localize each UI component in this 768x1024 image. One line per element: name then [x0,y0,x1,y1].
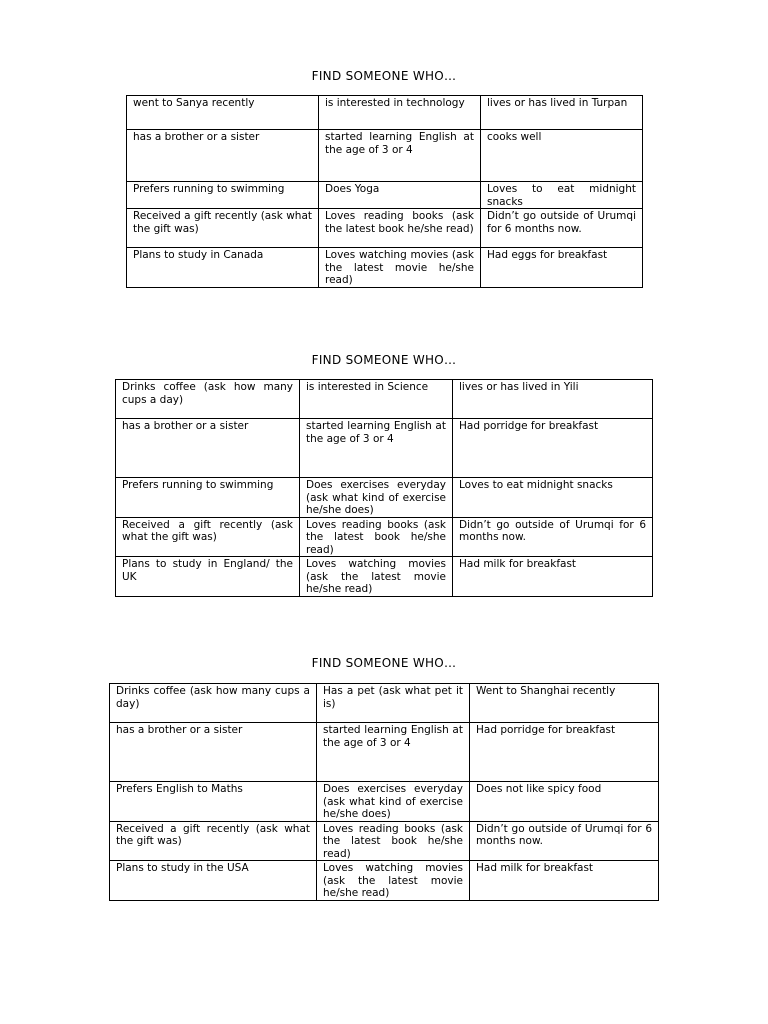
table-cell: Has a pet (ask what pet it is) [317,684,470,723]
table-row [116,419,653,478]
table-cell: Had porridge for breakfast [453,419,653,478]
table-cell: Loves to eat midnight snacks [481,182,643,209]
table-row [110,684,659,723]
table-cell: Prefers English to Maths [110,782,317,822]
table-row [110,723,659,782]
table-row [116,380,653,419]
table-cell: Had eggs for breakfast [481,248,643,288]
table-cell: Received a gift recently (ask what the gift was) [127,209,319,248]
table-cell: Went to Shanghai recently [470,684,659,723]
table-cell: lives or has lived in Turpan [481,96,643,130]
table-cell: Loves watching movies (ask the latest movie he/she read) [300,557,453,597]
table-cell: Plans to study in Canada [127,248,319,288]
table-cell: Loves to eat midnight snacks [453,478,653,518]
table-cell: Plans to study in England/ the UK [116,557,300,597]
table-cell: Does exercises everyday (ask what kind of exercise he/she does) [300,478,453,518]
table-cell: Drinks coffee (ask how many cups a day) [116,380,300,419]
table-cell: Had milk for breakfast [453,557,653,597]
table-row [127,130,643,182]
table-cell: has a brother or a sister [127,130,319,182]
table-cell: Had porridge for breakfast [470,723,659,782]
table-cell: has a brother or a sister [116,419,300,478]
table-cell: Prefers running to swimming [116,478,300,518]
table-row [116,517,653,557]
table-cell: Plans to study in the USA [110,861,317,901]
table-cell: went to Sanya recently [127,96,319,130]
table-cell: is interested in Science [300,380,453,419]
table-cell: Drinks coffee (ask how many cups a day) [110,684,317,723]
worksheet-1-title: FIND SOMEONE WHO… [311,69,457,83]
table-row [110,861,659,901]
table-cell: is interested in technology [319,96,481,130]
table-row [127,96,643,130]
table-row [127,209,643,248]
table-row [116,478,653,518]
table-row [110,821,659,861]
table-cell: cooks well [481,130,643,182]
worksheet-3-table [109,683,659,901]
table-cell: Prefers running to swimming [127,182,319,209]
table-cell: Loves reading books (ask the latest book he/she read) [319,209,481,248]
table-cell: Didn’t go outside of Urumqi for 6 months now. [470,821,659,861]
worksheet-3-title: FIND SOMEONE WHO… [311,656,457,670]
table-cell: Does exercises everyday (ask what kind of exercise he/she does) [317,782,470,822]
table-cell: Didn’t go outside of Urumqi for 6 months now. [453,517,653,557]
table-cell: Loves watching movies (ask the latest movie he/she read) [317,861,470,901]
worksheet-1-table [126,95,643,288]
table-row [127,182,643,209]
table-row [116,557,653,597]
table-cell: has a brother or a sister [110,723,317,782]
worksheet-2-title: FIND SOMEONE WHO… [311,353,457,367]
table-cell: Does not like spicy food [470,782,659,822]
table-cell: Loves watching movies (ask the latest movie he/she read) [319,248,481,288]
table-cell: Received a gift recently (ask what the gift was) [116,517,300,557]
table-cell: Loves reading books (ask the latest book he/she read) [317,821,470,861]
table-cell: Loves reading books (ask the latest book he/she read) [300,517,453,557]
table-row [110,782,659,822]
table-cell: started learning English at the age of 3 or 4 [319,130,481,182]
table-cell: started learning English at the age of 3 or 4 [317,723,470,782]
table-cell: lives or has lived in Yili [453,380,653,419]
table-cell: Had milk for breakfast [470,861,659,901]
table-cell: started learning English at the age of 3 or 4 [300,419,453,478]
worksheet-2-table [115,379,653,597]
table-row [127,248,643,288]
table-cell: Received a gift recently (ask what the gift was) [110,821,317,861]
table-cell: Does Yoga [319,182,481,209]
table-cell: Didn’t go outside of Urumqi for 6 months now. [481,209,643,248]
